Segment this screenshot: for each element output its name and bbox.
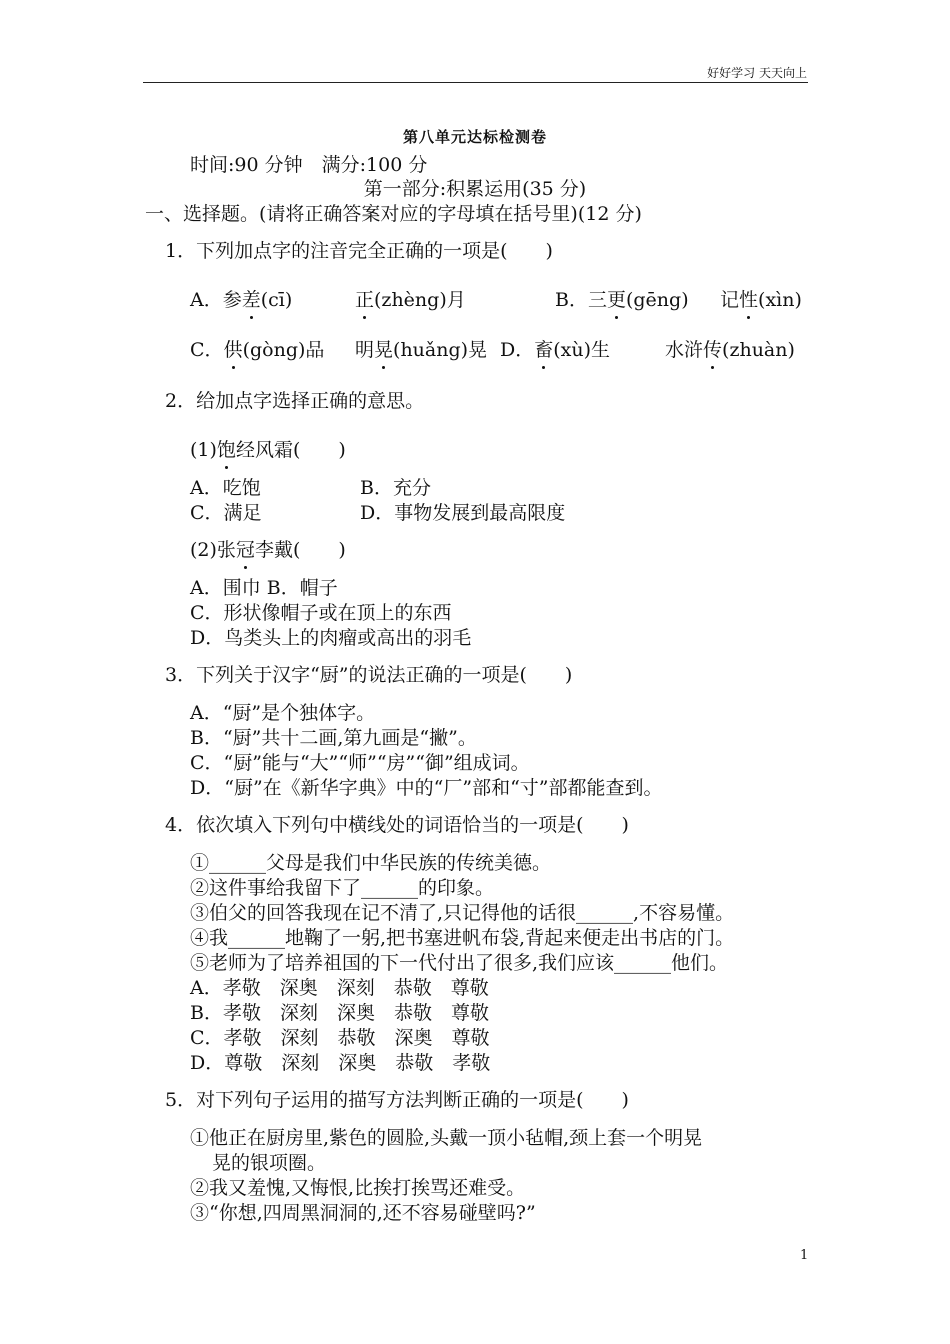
q1-option-c2: 明晃(huǎng)晃 (355, 335, 487, 362)
q5-sentence-2: ②我又羞愧,又悔恨,比挨打挨骂还难受。 (190, 1177, 526, 1199)
q3-stem: 3．下列关于汉字“厨”的说法正确的一项是( ) (165, 664, 573, 686)
q1-option-c1: C．供(gòng)品 (190, 335, 324, 362)
page-number: 1 (800, 1248, 809, 1263)
q2-sub1-option-b: B．充分 (360, 477, 431, 499)
q2-sub1-option-a: A．吃饱 (190, 477, 261, 499)
header-rule (143, 82, 808, 83)
part-heading: 第一部分:积累运用(35 分) (363, 178, 587, 200)
q2-sub2: (2)张冠李戴( ) (190, 535, 346, 562)
q4-option-c: C．孝敬 深刻 恭敬 深奥 尊敬 (190, 1027, 490, 1049)
q5-sentence-1b: 晃的银项圈。 (212, 1152, 327, 1174)
header-motto: 好好学习 天天向上 (707, 66, 807, 80)
section-heading: 一、选择题。(请将正确答案对应的字母填在括号里)(12 分) (145, 203, 642, 225)
q3-option-c: C．“厨”能与“大”“师”“房”“御”组成词。 (190, 752, 530, 774)
q2-sub1: (1)饱经风霜( ) (190, 435, 346, 462)
q2-sub2-option-d: D．鸟类头上的肉瘤或高出的羽毛 (190, 627, 472, 649)
q2-sub2-options-ab: A．围巾 B．帽子 (190, 577, 338, 599)
q4-option-a: A．孝敬 深奥 深刻 恭敬 尊敬 (190, 977, 489, 999)
q1-option-b2: 记性(xìn) (720, 285, 802, 312)
q4-sentence-4: ④我______地鞠了一躬,把书塞进帆布袋,背起来便走出书店的门。 (190, 927, 735, 949)
q1-option-d1: D．畜(xù)生 (500, 335, 610, 362)
q4-option-b: B．孝敬 深刻 深奥 恭敬 尊敬 (190, 1002, 489, 1024)
q4-sentence-3: ③伯父的回答我现在记不清了,只记得他的话很______,不容易懂。 (190, 902, 735, 924)
page-title: 第八单元达标检测卷 (402, 128, 547, 146)
q1-option-a2: 正(zhèng)月 (355, 285, 466, 312)
q2-sub1-option-c: C．满足 (190, 502, 262, 524)
exam-meta: 时间:90 分钟 满分:100 分 (190, 154, 428, 176)
q1-option-d2: 水浒传(zhuàn) (665, 335, 795, 362)
q1-stem: 1．下列加点字的注音完全正确的一项是( ) (165, 240, 553, 262)
q4-option-d: D．尊敬 深刻 深奥 恭敬 孝敬 (190, 1052, 491, 1074)
q1-option-a1: A．参差(cī) (190, 285, 292, 312)
q5-sentence-3: ③“你想,四周黑洞洞的,还不容易碰壁吗?” (190, 1202, 536, 1224)
q3-option-a: A．“厨”是个独体字。 (190, 702, 376, 724)
q4-sentence-2: ②这件事给我留下了______的印象。 (190, 877, 495, 899)
q2-stem: 2．给加点字选择正确的意思。 (165, 390, 425, 412)
q3-option-b: B．“厨”共十二画,第九画是“撇”。 (190, 727, 477, 749)
q5-stem: 5．对下列句子运用的描写方法判断正确的一项是( ) (165, 1089, 629, 1111)
q1-option-b1: B．三更(gēng) (555, 285, 689, 312)
q5-sentence-1a: ①他正在厨房里,紫色的圆脸,头戴一顶小毡帽,颈上套一个明晃 (190, 1127, 703, 1149)
q2-sub2-option-c: C．形状像帽子或在顶上的东西 (190, 602, 452, 624)
q2-sub1-option-d: D．事物发展到最高限度 (360, 502, 566, 524)
q4-sentence-5: ⑤老师为了培养祖国的下一代付出了很多,我们应该______他们。 (190, 952, 729, 974)
q3-option-d: D．“厨”在《新华字典》中的“厂”部和“寸”部都能查到。 (190, 777, 663, 799)
q4-sentence-1: ①______父母是我们中华民族的传统美德。 (190, 852, 552, 874)
q4-stem: 4．依次填入下列句中横线处的词语恰当的一项是( ) (165, 814, 629, 836)
